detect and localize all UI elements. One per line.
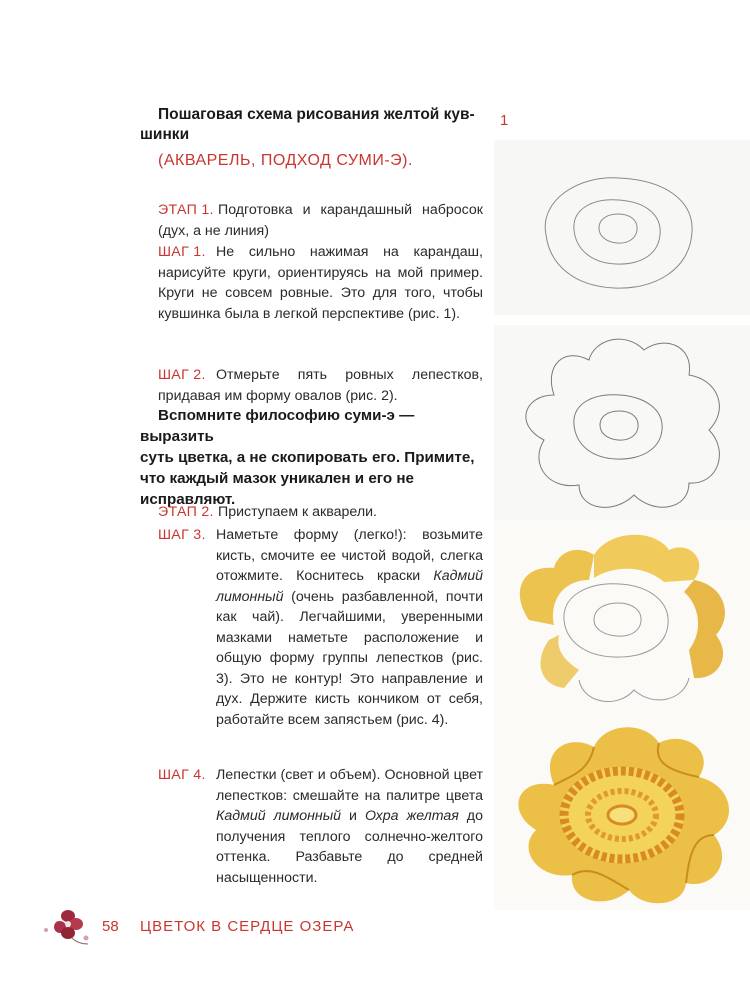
step-1	[158, 242, 483, 324]
figure-1-drawing	[494, 140, 750, 315]
stage-1	[158, 200, 483, 241]
running-footer-title: ЦВЕТОК В СЕРДЦЕ ОЗЕРА	[140, 918, 355, 935]
step-3	[158, 525, 483, 730]
page-heading	[140, 105, 485, 145]
note-line-2: суть цветка, а не скопировать его. Примите, что каждый мазок уникален и его не исправляют.	[140, 449, 475, 508]
stage-2-label: ЭТАП 2.	[158, 504, 214, 520]
step-3-text-b: (очень разбавленной, почти как чай). Легчайшими, уверенными мазками наметьте расположение и общую форму группы лепестков (рис. 3). Это не контур! Это направление и дух. Держите кисть кончиком от себя, работайте всем запястьем (рис. 4).	[216, 588, 483, 728]
heading-line-1: Пошаговая схема рисования желтой кув-	[158, 106, 475, 123]
step-3-label: ШАГ 3.	[158, 527, 206, 543]
heading-line-2: шинки	[140, 126, 190, 143]
figure-2-drawing	[494, 325, 750, 520]
stage-1-label: ЭТАП 1.	[158, 202, 214, 218]
figure-2-pencil-petals	[494, 325, 750, 520]
figure-3-painting	[494, 520, 750, 715]
stage-2	[158, 502, 483, 523]
step-4-label: ШАГ 4.	[158, 767, 206, 783]
step-4-paint-1: Кадмий лимонный	[216, 808, 342, 824]
figure-4-painting	[494, 715, 750, 910]
step-4-text-b: и	[341, 808, 365, 824]
flower-logo-icon	[38, 900, 96, 948]
step-1-label: ШАГ 1.	[158, 244, 206, 260]
page-number: 58	[102, 918, 119, 935]
step-3-paint-name: Кадмий лимонный	[216, 568, 483, 605]
figure-1-pencil-circles	[494, 140, 750, 315]
figure-3-yellow-wash	[494, 520, 750, 715]
step-4-paint-2: Охра желтая	[364, 808, 459, 824]
step-4-text	[158, 765, 483, 888]
step-2-label: ШАГ 2.	[158, 367, 206, 383]
stage-1-text: Подготовка и карандашный набросок (дух, а не линия)	[158, 202, 483, 239]
figure-1-number: 1	[500, 112, 509, 129]
philosophy-note	[140, 405, 485, 510]
step-3-text-a: Наметьте форму (легко!): возьмите кисть, смочите ее чистой водой, слегка отожмите. Коснитесь краски	[216, 527, 483, 584]
step-1-text: Не сильно нажимая на карандаш, нарисуйте круги, ориентируясь на мой пример. Круги не совсем ровные. Это для того, чтобы кувшинка была в легкой перспективе (рис. 1).	[158, 244, 483, 322]
step-4	[158, 765, 483, 888]
note-line-1: Вспомните философию суми-э — выразить	[140, 407, 415, 445]
stage-2-text: Приступаем к акварели.	[218, 504, 377, 520]
step-4-text-a: Лепестки (свет и объем). Основной цвет лепестков: смешайте на палитре цвета	[216, 767, 483, 804]
step-2	[158, 365, 483, 406]
step-4-text-c: до получения теплого солнечно-желтого оттенка. Разбавьте до средней насыщенности.	[216, 808, 483, 886]
figure-4-colored-flower	[494, 715, 750, 910]
step-3-text	[158, 525, 483, 730]
step-2-text: Отмерьте пять ровных лепестков, придавая им форму овалов (рис. 2).	[158, 367, 483, 404]
technique-subtitle: (АКВАРЕЛЬ, ПОДХОД СУМИ-Э).	[158, 152, 413, 169]
